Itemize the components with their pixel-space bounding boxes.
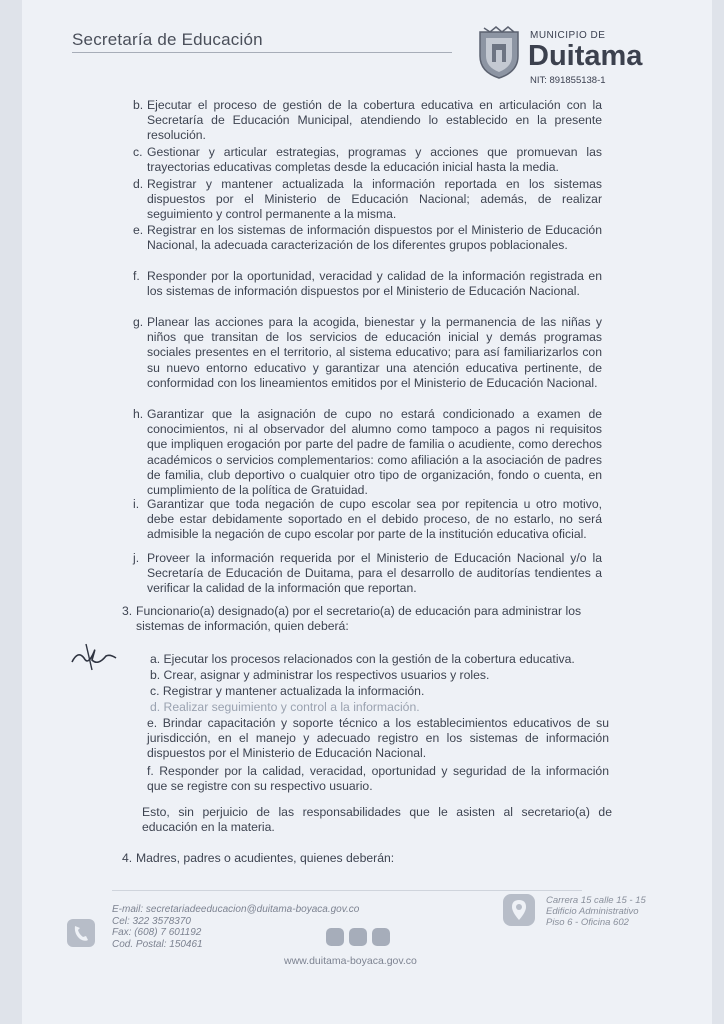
list-item: a. Ejecutar los procesos relacionados con la gestión de la cobertura educativa. xyxy=(150,652,575,666)
municipality-label: MUNICIPIO DE xyxy=(530,30,606,41)
list-item: e. Brindar capacitación y soporte técnico a los establecimientos educativos de su jurisdicción, en el manejo y adecuado registro en los sistemas de información dispuestos por el Ministerio de Educación Nacional. xyxy=(147,716,609,761)
list-item: f. Responder por la oportunidad, veracidad y calidad de la información registrada en los sistemas de información dispuestos por el Ministerio de Educación Nacional. xyxy=(133,269,602,299)
instagram-icon xyxy=(349,928,367,946)
signature-mark-icon xyxy=(68,636,120,676)
list-item: c. Gestionar y articular estrategias, programas y acciones que promuevan las trayectorias educativas completas desde la educación inicial hasta la media. xyxy=(133,145,602,175)
document-page xyxy=(22,0,712,1024)
list-item: g. Planear las acciones para la acogida, bienestar y la permanencia de las niñas y niños que transitan de los servicios de educación inicial y demás programas sociales presentes en el territorio, al sistema educativo; para así familiarizarlos con su nuevo entorno educativo y garantizar una atención educativa pertinente, de conformidad con los lineamientos emitidos por el Ministerio de Educación Nacional. xyxy=(133,315,602,390)
list-item: c. Registrar y mantener actualizada la información. xyxy=(150,684,425,698)
section-3-closing: Esto, sin perjuicio de las responsabilidades que le asisten al secretario(a) de educación en la materia. xyxy=(142,805,612,835)
section-3-heading: 3. Funcionario(a) designado(a) por el secretario(a) de educación para administrar los sistemas de información, quien deberá: xyxy=(122,604,582,634)
municipal-crest-icon xyxy=(474,24,524,80)
footer-postal: Cod. Postal: 150461 xyxy=(112,938,203,950)
list-item: i. Garantizar que toda negación de cupo escolar sea por repitencia u otro motivo, debe estar debidamente soportado en el debido proceso, de no estarlo, no será admisible la negación de cupo escolar por parte de la institución educativa oficial. xyxy=(133,497,602,542)
footer-website: www.duitama-boyaca.gov.co xyxy=(284,955,417,967)
footer-address: Carrera 15 calle 15 - 15 Edificio Administrativo Piso 6 - Oficina 602 xyxy=(546,895,646,928)
list-item: f. Responder por la calidad, veracidad, oportunidad y seguridad de la información que se registre con su respectivo usuario. xyxy=(147,764,609,794)
list-item: e. Registrar en los sistemas de información dispuestos por el Ministerio de Educación Nacional, la adecuada caracterización de los diferentes grupos poblacionales. xyxy=(133,223,602,253)
municipality-nit: NIT: 891855138-1 xyxy=(530,75,606,86)
footer-contact xyxy=(112,904,359,950)
list-item: b. Ejecutar el proceso de gestión de la cobertura educativa en articulación con la Secretaría de Educación Municipal, atendiendo lo establecido en la presente resolución. xyxy=(133,98,602,143)
footer-divider xyxy=(112,890,582,891)
location-pin-icon xyxy=(502,893,536,927)
facebook-icon xyxy=(326,928,344,946)
page-header-title: Secretaría de Educación xyxy=(72,30,263,49)
youtube-icon xyxy=(372,928,390,946)
list-item: d. Realizar seguimiento y control a la información. xyxy=(150,700,420,714)
header-divider xyxy=(72,52,452,53)
municipality-name: Duitama xyxy=(528,40,643,72)
list-item: h. Garantizar que la asignación de cupo no estará condicionado a examen de conocimientos, ni al observador del alumno como tampoco a pagos ni requisitos que impliquen erogación por parte del padre de familia o acudiente, como derechos académicos o servicios complementarios: como afiliación a la asociación de padres de familia, club deportivo o cualquier otro tipo de organización, fondo o cuenta, en cumplimiento de la política de Gratuidad. xyxy=(133,407,602,498)
list-item: j. Proveer la información requerida por el Ministerio de Educación Nacional y/o la Secretaría de Educación de Duitama, para el desarrollo de auditorías tendientes a verificar la calidad de la información que reportan. xyxy=(133,551,602,596)
list-item: b. Crear, asignar y administrar los respectivos usuarios y roles. xyxy=(150,668,490,682)
footer-cel: Cel: 322 3578370 xyxy=(112,915,191,927)
section-4-heading: 4. Madres, padres o acudientes, quienes deberán: xyxy=(122,851,395,865)
footer-email: E-mail: secretariadeeducacion@duitama-boyaca.gov.co xyxy=(112,904,360,915)
list-item: d. Registrar y mantener actualizada la información reportada en los sistemas dispuestos por el Ministerio de Educación Nacional; además, de realizar seguimiento y control permanente a la misma. xyxy=(133,177,602,222)
footer-fax: Fax: (608) 7 601192 xyxy=(112,927,202,938)
phone-icon xyxy=(66,918,96,948)
social-icons xyxy=(326,928,390,946)
